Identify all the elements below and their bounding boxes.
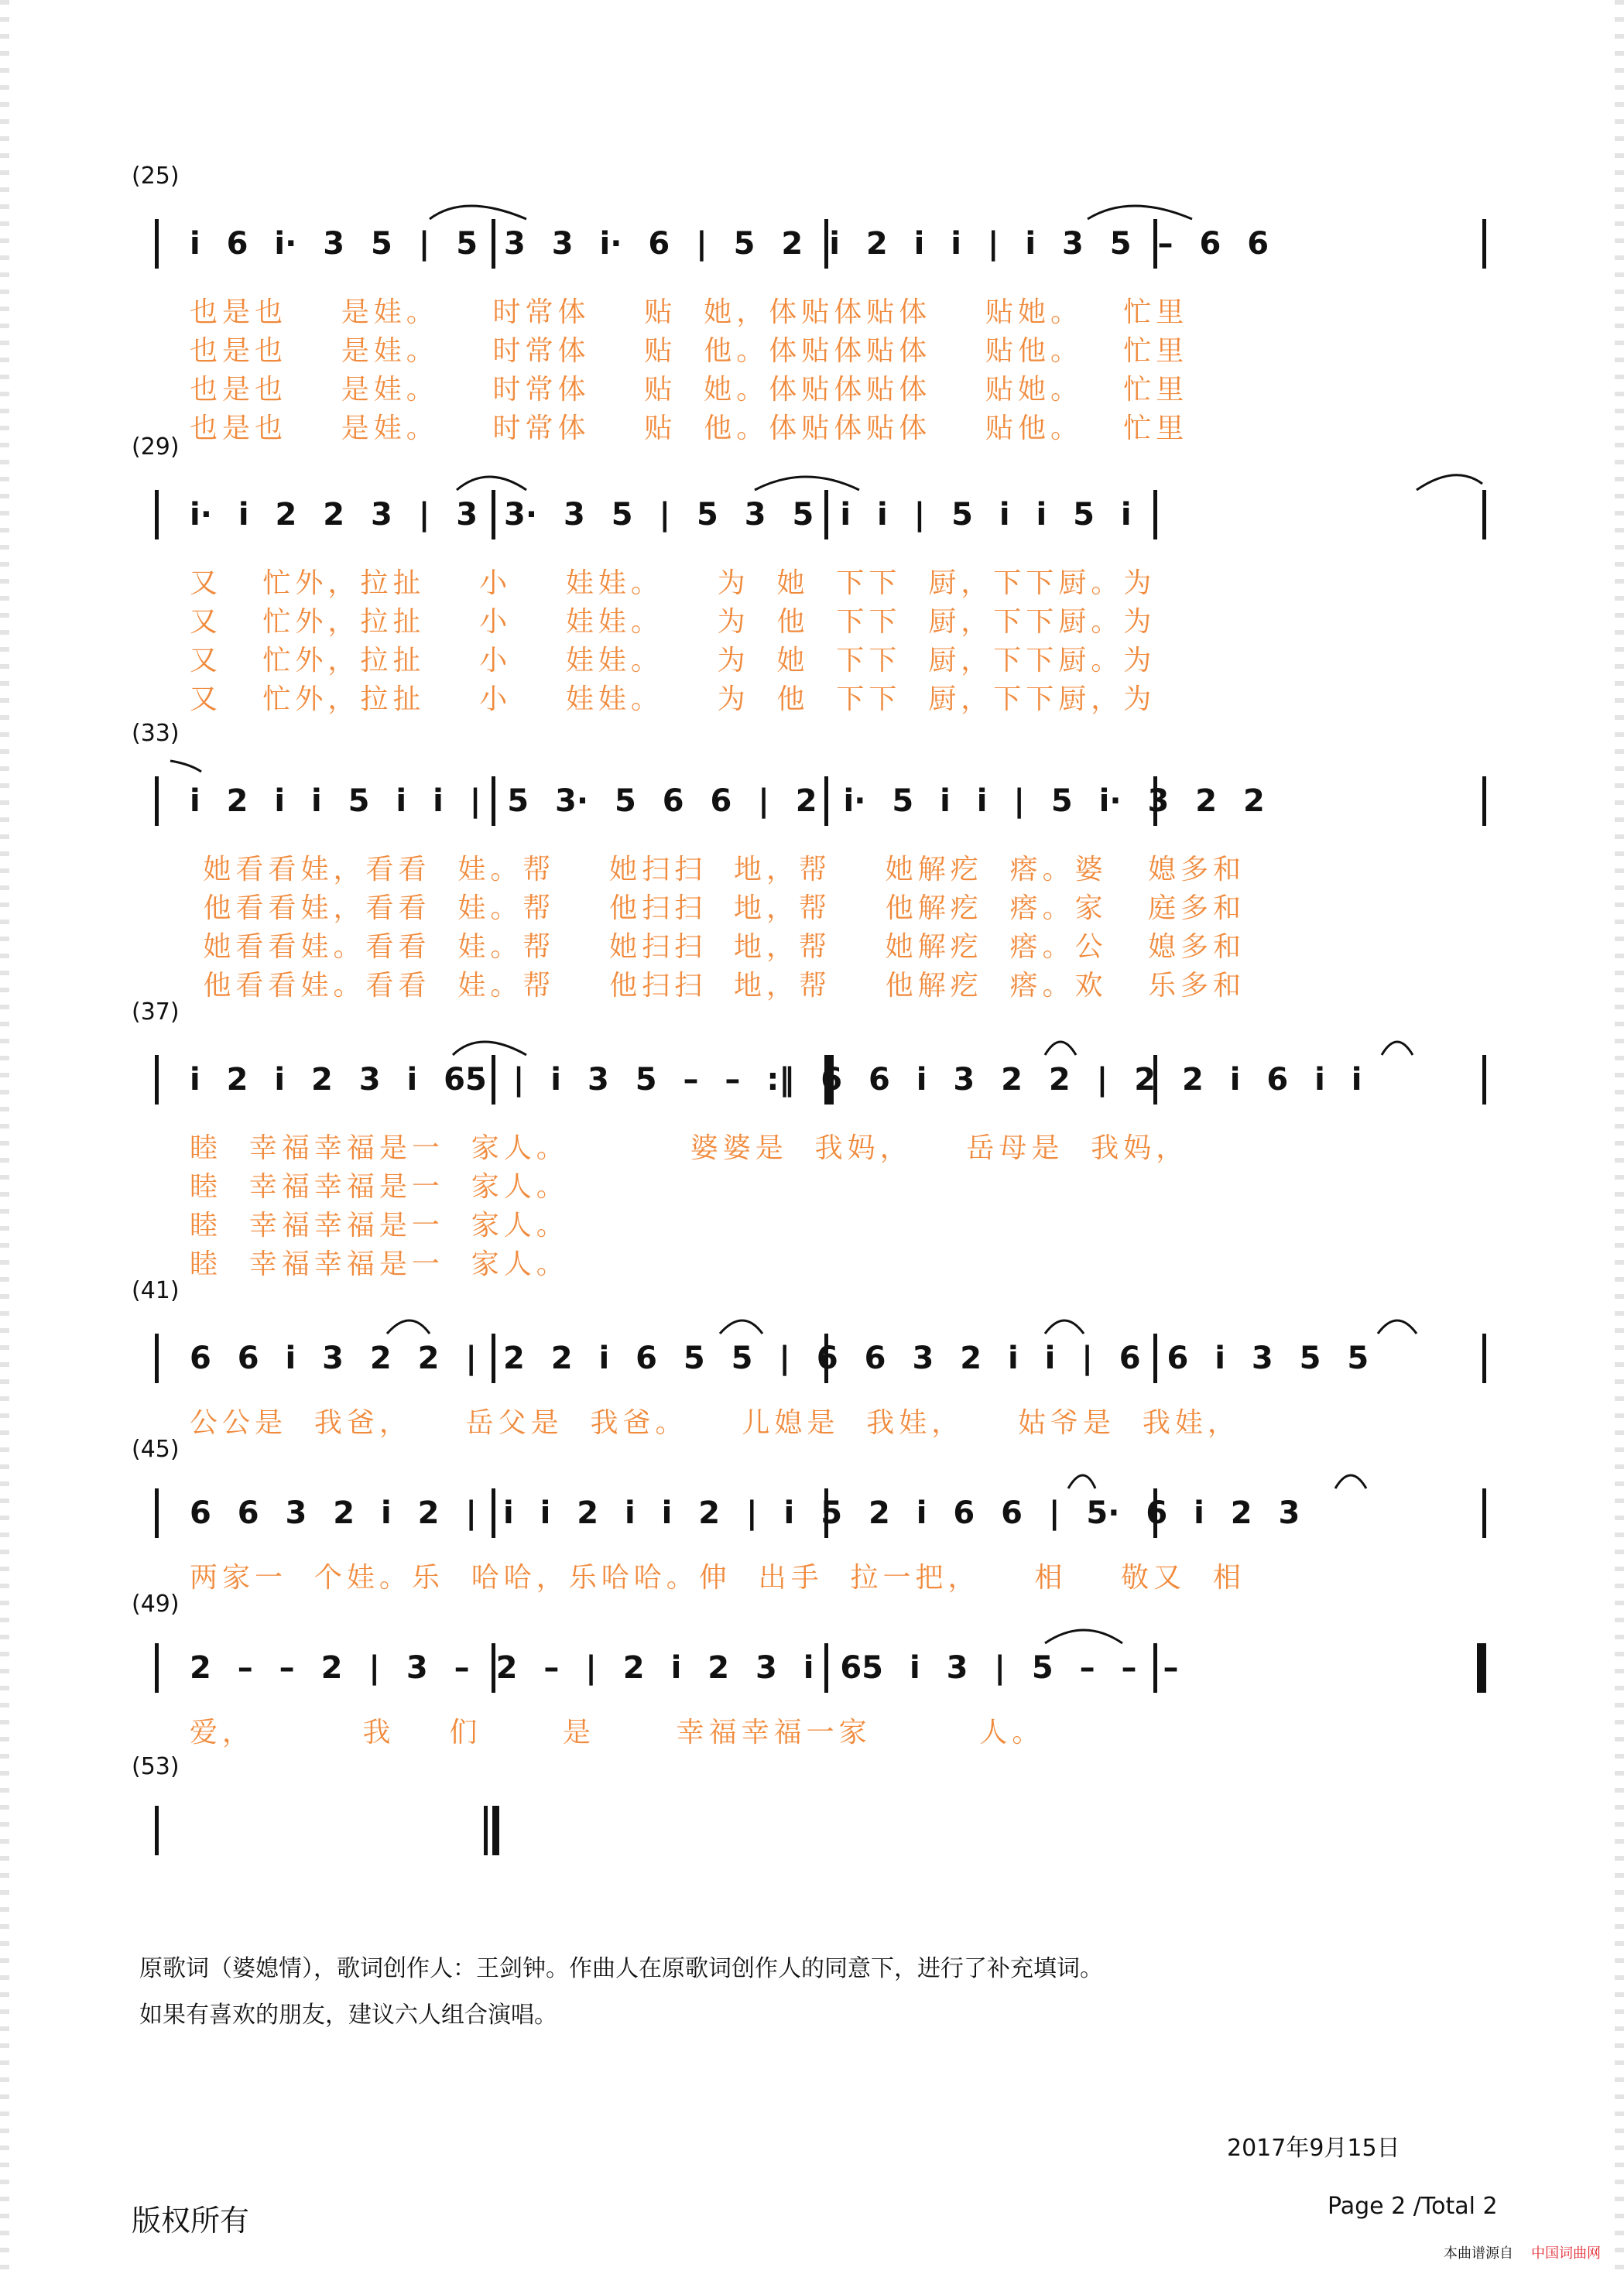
notation-row (147, 484, 1494, 546)
notation-row (147, 1637, 1494, 1699)
barline (1482, 1488, 1486, 1538)
final-barline (484, 1806, 488, 1855)
notation-row (147, 1049, 1494, 1111)
notation-row (147, 213, 1494, 275)
measure-number: (29) (132, 433, 180, 461)
final-barline (1477, 1643, 1486, 1693)
measure-number: (45) (132, 1436, 180, 1463)
measure-number: (37) (132, 998, 180, 1026)
lyric-line: 她看看娃，看看 娃。帮 她扫扫 地，帮 她解疙 瘩。婆 媳多和 (190, 854, 1245, 885)
notation-row (147, 1327, 1494, 1389)
page-edge-right (1615, 0, 1624, 2281)
performance-suggestion: 如果有喜欢的朋友，建议六人组合演唱。 (139, 2002, 557, 2029)
notation-row (147, 1482, 1494, 1544)
barline (1482, 1334, 1486, 1383)
source-site-link[interactable]: 中国词曲网 (1531, 2245, 1601, 2262)
notation-row (147, 1800, 1494, 1861)
source-label: 本曲谱源自 (1444, 2245, 1513, 2262)
barline (1482, 1055, 1486, 1105)
lyric-line: 两家一 个娃。乐 哈哈，乐哈哈。伸 出手 拉一把， 相 敬又 相 (190, 1562, 1245, 1594)
notation-row (147, 770, 1494, 832)
lyric-line: 公公是 我爸， 岳父是 我爸。 儿媳是 我娃， 姑爷是 我娃， (190, 1407, 1240, 1439)
measure-number: (33) (132, 720, 180, 747)
lyric-line: 也是也 是娃。 时常体 贴 他。体贴体贴体 贴他。 忙里 (190, 335, 1189, 367)
barline (1482, 776, 1486, 826)
lyric-line: 睦 幸福幸福是一 家人。 (190, 1248, 569, 1280)
jianpu-notes: i· i 2 2 3 | 3 3· 3 5 | 5 3 5 i i | 5 i i 5 i (190, 497, 1132, 533)
measure-number: (53) (132, 1753, 180, 1780)
lyric-line: 又 忙外，拉扯 小 娃娃。 为 她 下下 厨，下下厨。为 (190, 567, 1156, 599)
jianpu-notes: i 6 i· 3 5 | 5 3 3 i· 6 | 5 2 i 2 i i | i 3 5 – 6 6 (190, 226, 1269, 262)
lyric-line: 他看看娃。看看 娃。帮 他扫扫 地，帮 他解疙 瘩。欢 乐多和 (190, 970, 1245, 1002)
lyric-line: 睦 幸福幸福是一 家人。 婆婆是 我妈， 岳母是 我妈， (190, 1132, 1189, 1164)
lyric-line: 也是也 是娃。 时常体 贴 她。体贴体贴体 贴她。 忙里 (190, 374, 1189, 406)
page-indicator: Page 2 /Total 2 (1328, 2193, 1498, 2220)
copyright-text: 版权所有 (132, 2204, 250, 2238)
barline (155, 1488, 159, 1538)
barline (155, 1334, 159, 1383)
jianpu-notes: 6 6 i 3 2 2 | 2 2 i 6 5 5 | 6 6 3 2 i i | 6 6 i 3 5 5 (190, 1341, 1369, 1376)
lyric-line: 又 忙外，拉扯 小 娃娃。 为 她 下下 厨，下下厨。为 (190, 645, 1156, 676)
lyric-line: 他看看娃，看看 娃。帮 他扫扫 地，帮 他解疙 瘩。家 庭多和 (190, 892, 1245, 924)
measure-number: (41) (132, 1277, 180, 1304)
lyric-line: 也是也 是娃。 时常体 贴 她，体贴体贴体 贴她。 忙里 (190, 296, 1189, 328)
jianpu-notes: i 2 i i 5 i i | 5 3· 5 6 6 | 2 i· 5 i i | 5 i· 3 2 2 (190, 783, 1265, 819)
lyric-line: 睦 幸福幸福是一 家人。 (190, 1171, 569, 1203)
barline (155, 1643, 159, 1693)
lyric-line: 又 忙外，拉扯 小 娃娃。 为 他 下下 厨，下下厨，为 (190, 683, 1156, 715)
final-barline-thick (492, 1806, 499, 1855)
measure-number: (25) (132, 163, 180, 190)
lyrics-credit-note: 原歌词（婆媳情），歌词创作人：王剑钟。作曲人在原歌词创作人的同意下，进行了补充填词。 (139, 1955, 1103, 1982)
lyric-line: 又 忙外，拉扯 小 娃娃。 为 他 下下 厨，下下厨。为 (190, 606, 1156, 638)
barline (155, 219, 159, 269)
jianpu-notes: i 2 i 2 3 i 65 | i 3 5 – – :‖ 6 6 i 3 2 2 | 2 2 i 6 i i (190, 1062, 1362, 1098)
barline (155, 776, 159, 826)
lyric-line: 也是也 是娃。 时常体 贴 他。体贴体贴体 贴他。 忙里 (190, 413, 1189, 444)
barline (1482, 219, 1486, 269)
lyric-line: 睦 幸福幸福是一 家人。 (190, 1210, 569, 1242)
score-date: 2017年9月15日 (1227, 2135, 1400, 2162)
jianpu-notes: 6 6 3 2 i 2 | i i 2 i i 2 | i 5 2 i 6 6 | 5· 6 i 2 3 (190, 1495, 1300, 1531)
barline (155, 1806, 159, 1855)
barline (1482, 490, 1486, 539)
barline (155, 490, 159, 539)
lyric-line: 她看看娃。看看 娃。帮 她扫扫 地，帮 她解疙 瘩。公 媳多和 (190, 931, 1245, 963)
lyric-line: 爱， 我 们 是 幸福幸福一家 人。 (190, 1717, 1045, 1748)
jianpu-notes: 2 – – 2 | 3 – 2 – | 2 i 2 3 i 65 i 3 | 5 – – – (190, 1650, 1179, 1686)
barline (155, 1055, 159, 1105)
measure-number: (49) (132, 1591, 180, 1618)
page-edge-left (0, 0, 9, 2281)
